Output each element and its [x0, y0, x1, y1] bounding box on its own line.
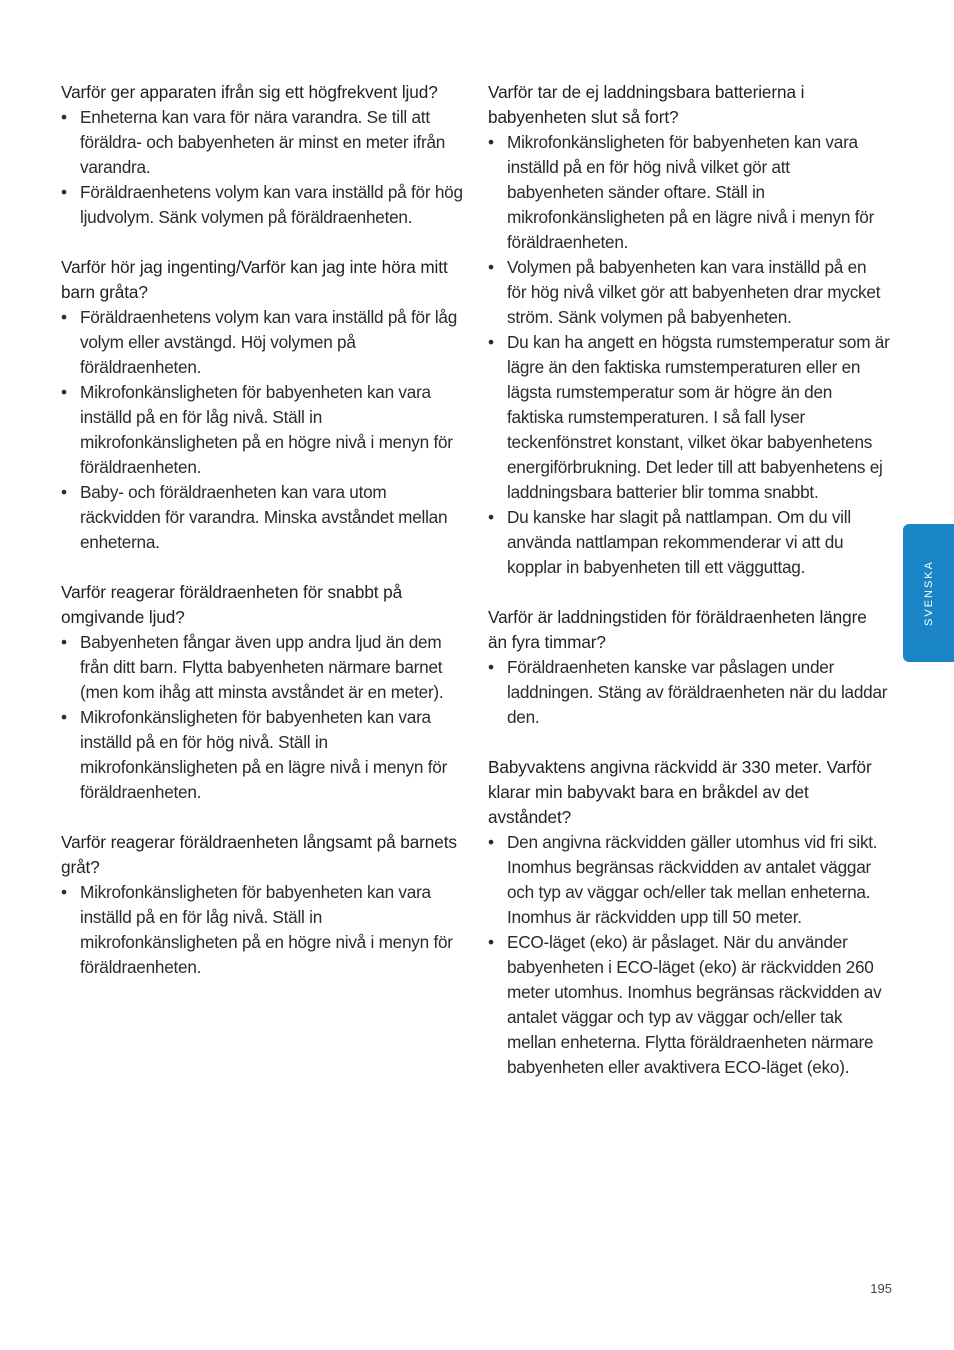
faq-answer-item: • ECO-läget (eko) är påslaget. När du använder babyenheten i ECO-läget (eko) är räckvidden 260 meter utomhus. Inomhus begränsas räckvidden av antalet väggar och typ av väggar och/eller tak mellan enheterna. Flytta föräldraenheten närmare babyenheten eller avaktivera ECO-läget (eko). — [488, 930, 890, 1080]
page-number: 195 — [870, 1281, 892, 1296]
faq-question: Varför tar de ej laddningsbara batterierna i babyenheten slut så fort? — [488, 82, 805, 127]
faq-answer-list — [488, 130, 890, 580]
faq-question: Varför hör jag ingenting/Varför kan jag inte höra mitt barn gråta? — [61, 257, 448, 302]
faq-question: Varför reagerar föräldraenheten långsamt på barnets gråt? — [61, 832, 457, 877]
faq-answer-item: • Den angivna räckvidden gäller utomhus vid fri sikt. Inomhus begränsas räckvidden av antalet väggar och typ av väggar och/eller tak mellan enheterna. Inomhus är räckvidden upp till 50 meter. — [488, 830, 890, 930]
faq-question: Varför reagerar föräldraenheten för snabbt på omgivande ljud? — [61, 582, 403, 627]
faq-section — [61, 830, 471, 980]
faq-section — [488, 755, 890, 1080]
faq-answer-list — [488, 655, 890, 730]
faq-answer-item: • Du kan ha angett en högsta rumstemperatur som är lägre än den faktiska rumstemperaturen eller en lägsta rumstemperatur som är högre än den faktiska rumstemperaturen. I så fall lyser teckenfönstret konstant, vilket ökar babyenhetens energiförbrukning. Det leder till att babyenhetens ej laddningsbara batterier blir tomma snabbt. — [488, 330, 890, 505]
faq-answer-item: • Föräldraenheten kanske var påslagen under laddningen. Stäng av föräldraenheten när du laddar den. — [488, 655, 890, 730]
faq-section — [488, 605, 890, 730]
faq-answer-item: • Mikrofonkänsligheten för babyenheten kan vara inställd på en för hög nivå vilket gör att babyenheten sänder oftare. Ställ in mikrofonkänsligheten på en lägre nivå i menyn för föräldraenheten. — [488, 130, 890, 255]
right-column — [488, 80, 890, 1105]
faq-answer-item: • Föräldraenhetens volym kan vara inställd på för hög ljudvolym. Sänk volymen på föräldraenheten. — [61, 180, 471, 230]
faq-answer-list — [61, 630, 471, 805]
faq-section — [61, 80, 471, 230]
faq-answer-item: • Mikrofonkänsligheten för babyenheten kan vara inställd på en för låg nivå. Ställ in mikrofonkänsligheten på en högre nivå i menyn för föräldraenheten. — [61, 380, 471, 480]
faq-answer-item: • Du kanske har slagit på nattlampan. Om du vill använda nattlampan rekommenderar vi att du kopplar in babyenheten till ett vägguttag. — [488, 505, 890, 580]
faq-answer-item: • Mikrofonkänsligheten för babyenheten kan vara inställd på en för låg nivå. Ställ in mikrofonkänsligheten på en högre nivå i menyn för föräldraenheten. — [61, 880, 471, 980]
faq-answer-item: • Föräldraenhetens volym kan vara inställd på för låg volym eller avstängd. Höj volymen på föräldraenheten. — [61, 305, 471, 380]
faq-answer-item: • Babyenheten fångar även upp andra ljud än dem från ditt barn. Flytta babyenheten närmare barnet (men kom ihåg att minsta avståndet är en meter). — [61, 630, 471, 705]
faq-answer-item: • Baby- och föräldraenheten kan vara utom räckvidden för varandra. Minska avståndet mellan enheterna. — [61, 480, 471, 555]
faq-question: Varför ger apparaten ifrån sig ett högfrekvent ljud? — [61, 82, 438, 102]
faq-answer-item: • Enheterna kan vara för nära varandra. Se till att föräldra- och babyenheten är minst en meter ifrån varandra. — [61, 105, 471, 180]
faq-question: Varför är laddningstiden för föräldraenheten längre än fyra timmar? — [488, 607, 867, 652]
faq-answer-list — [61, 105, 471, 230]
faq-answer-list — [61, 880, 471, 980]
language-side-tab — [903, 524, 954, 662]
faq-answer-item: • Mikrofonkänsligheten för babyenheten kan vara inställd på en för hög nivå. Ställ in mikrofonkänsligheten på en lägre nivå i menyn för föräldraenheten. — [61, 705, 471, 805]
faq-section — [61, 255, 471, 555]
faq-answer-item: • Volymen på babyenheten kan vara inställd på en för hög nivå vilket gör att babyenheten drar mycket ström. Sänk volymen på babyenheten. — [488, 255, 890, 330]
left-column — [61, 80, 471, 1005]
language-tab-label: SVENSKA — [922, 560, 935, 626]
faq-answer-list — [488, 830, 890, 1080]
faq-section — [488, 80, 890, 580]
faq-section — [61, 580, 471, 805]
faq-answer-list — [61, 305, 471, 555]
faq-question: Babyvaktens angivna räckvidd är 330 meter. Varför klarar min babyvakt bara en bråkdel av det avståndet? — [488, 757, 872, 827]
